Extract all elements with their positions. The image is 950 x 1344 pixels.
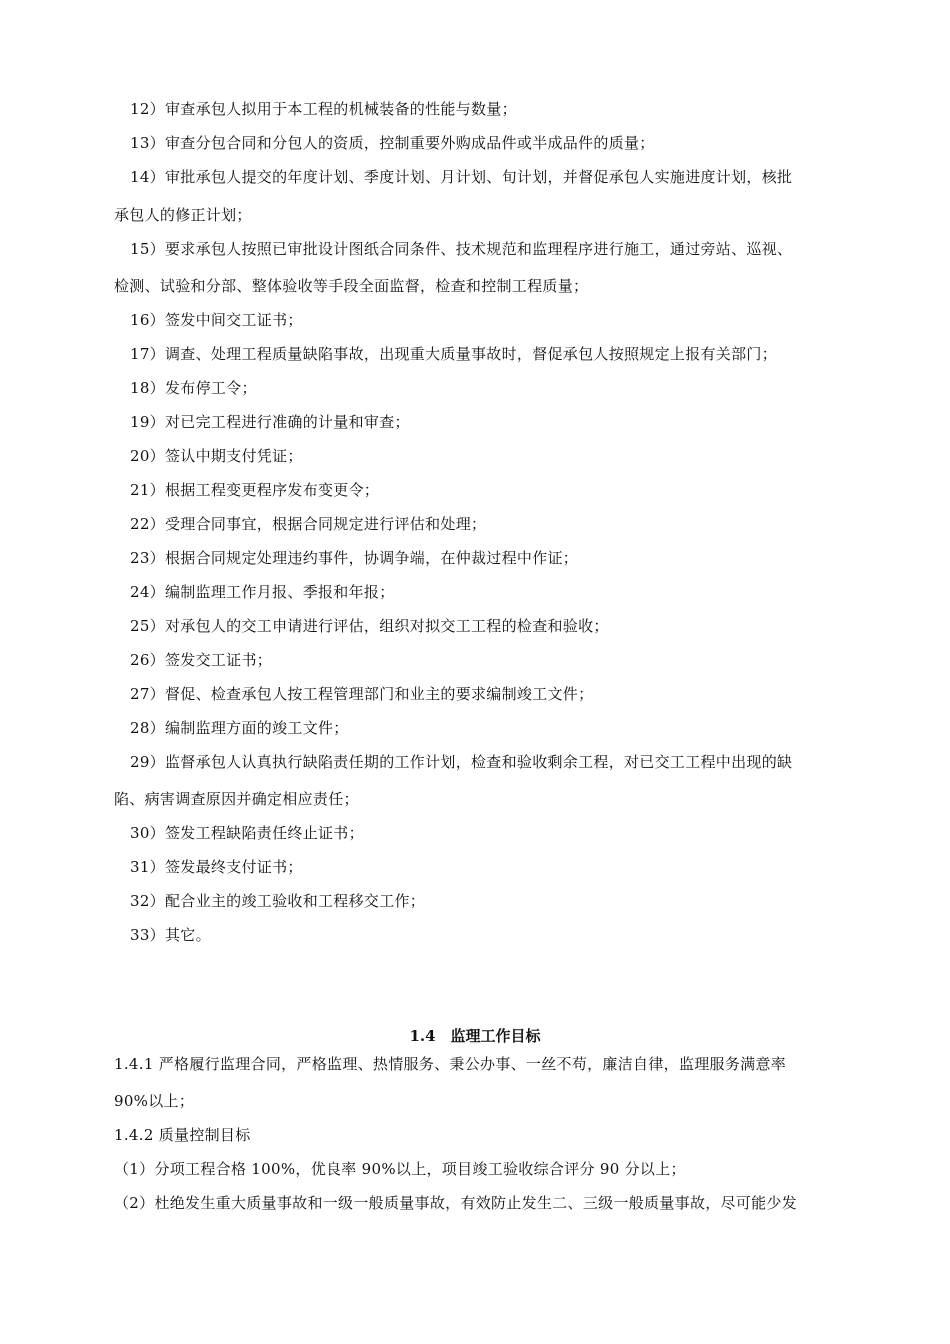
- item-33: 33）其它。: [130, 926, 211, 944]
- quality-goal-2: （2）杜绝发生重大质量事故和一级一般质量事故，有效防止发生二、三级一般质量事故，尽可能少发: [114, 1194, 798, 1212]
- item-13: 13）审查分包合同和分包人的资质，控制重要外购成品件或半成品件的质量；: [130, 134, 655, 152]
- quality-goal-1: （1）分项工程合格 100%，优良率 90%以上，项目竣工验收综合评分 90 分以上；: [114, 1160, 686, 1178]
- item-30: 30）签发工程缺陷责任终止证书；: [130, 824, 364, 842]
- goal-1-4-1: 1.4.1 严格履行监理合同，严格监理、热情服务、秉公办事、一丝不苟，廉洁自律，监理服务满意率: [114, 1055, 787, 1073]
- item-14: 14）审批承包人提交的年度计划、季度计划、月计划、旬计划，并督促承包人实施进度计划，核批: [130, 168, 793, 186]
- goal-1-4-2-heading: 1.4.2 质量控制目标: [114, 1126, 251, 1144]
- section-heading: 1.4 监理工作目标: [409, 1027, 541, 1045]
- item-16: 16）签发中间交工证书；: [130, 311, 303, 329]
- goal-1-4-1-continued: 90%以上；: [114, 1092, 195, 1110]
- item-29: 29）监督承包人认真执行缺陷责任期的工作计划，检查和验收剩余工程，对已交工工程中出现的缺: [130, 753, 793, 771]
- item-32: 32）配合业主的竣工验收和工程移交工作；: [130, 892, 426, 910]
- item-28: 28）编制监理方面的竣工文件；: [130, 719, 349, 737]
- item-12: 12）审查承包人拟用于本工程的机械装备的性能与数量；: [130, 100, 517, 118]
- item-14-continued: 承包人的修正计划；: [114, 206, 252, 224]
- item-23: 23）根据合同规定处理违约事件，协调争端，在仲裁过程中作证；: [130, 549, 579, 567]
- item-20: 20）签认中期支付凭证；: [130, 447, 303, 465]
- item-18: 18）发布停工令；: [130, 379, 257, 397]
- item-29-continued: 陷、病害调查原因并确定相应责任；: [114, 790, 359, 808]
- item-31: 31）签发最终支付证书；: [130, 858, 303, 876]
- item-15-continued: 检测、试验和分部、整体验收等手段全面监督，检查和控制工程质量；: [114, 277, 589, 295]
- item-22: 22）受理合同事宜，根据合同规定进行评估和处理；: [130, 515, 487, 533]
- item-15: 15）要求承包人按照已审批设计图纸合同条件、技术规范和监理程序进行施工，通过旁站、巡视、: [130, 240, 793, 258]
- item-24: 24）编制监理工作月报、季报和年报；: [130, 583, 395, 601]
- item-27: 27）督促、检查承包人按工程管理部门和业主的要求编制竣工文件；: [130, 685, 594, 703]
- item-26: 26）签发交工证书；: [130, 651, 273, 669]
- item-19: 19）对已完工程进行准确的计量和审查；: [130, 413, 410, 431]
- item-21: 21）根据工程变更程序发布变更令；: [130, 481, 380, 499]
- item-17: 17）调查、处理工程质量缺陷事故，出现重大质量事故时，督促承包人按照规定上报有关部门；: [130, 345, 777, 363]
- item-25: 25）对承包人的交工申请进行评估，组织对拟交工工程的检查和验收；: [130, 617, 609, 635]
